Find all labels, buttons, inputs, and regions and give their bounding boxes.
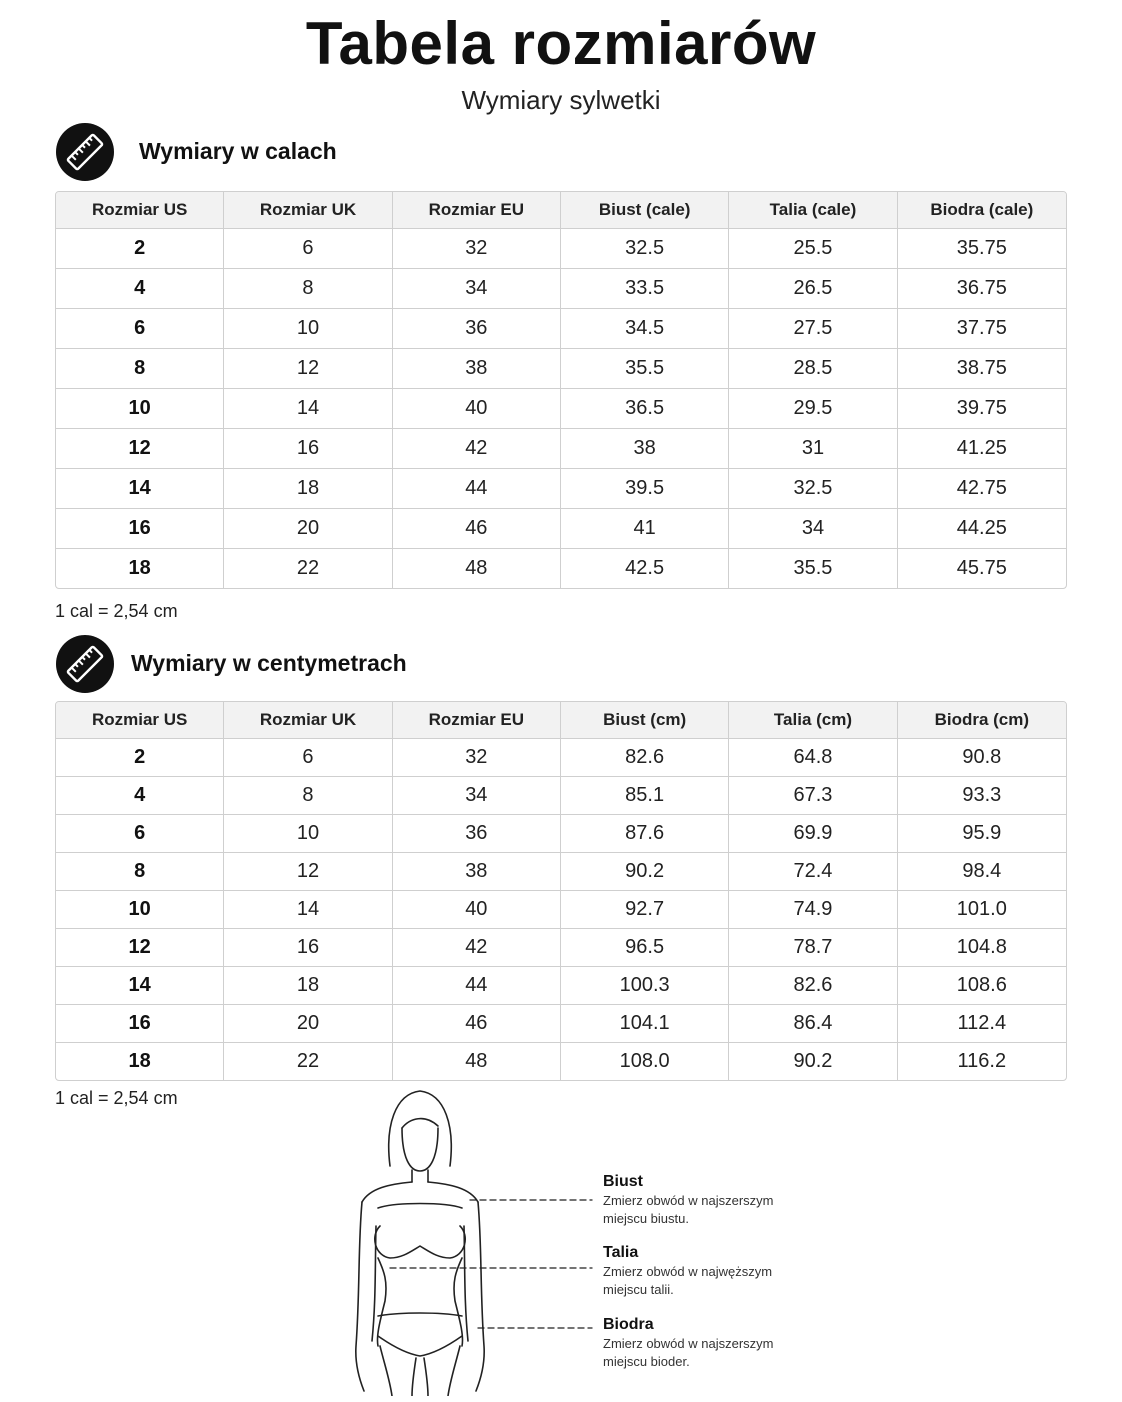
table-cell: 29.5 [729, 389, 897, 429]
table-row [56, 549, 1066, 588]
column-header: Talia (cale) [729, 192, 897, 229]
table-cell: 95.9 [898, 815, 1066, 853]
measurement-title: Biodra [603, 1316, 654, 1333]
table-cell: 22 [224, 1043, 392, 1080]
ruler-icon [56, 123, 114, 181]
conversion-note: 1 cal = 2,54 cm [55, 601, 178, 621]
table-cell: 108.0 [561, 1043, 729, 1080]
size-us-cell: 18 [56, 549, 224, 588]
table-row [56, 469, 1066, 509]
table-cell: 108.6 [898, 967, 1066, 1005]
measurement-description: miejscu bioder. [603, 1354, 690, 1369]
table-cell: 82.6 [729, 967, 897, 1005]
table-cell: 93.3 [898, 777, 1066, 815]
section-header-inches [56, 123, 456, 183]
table-cell: 32 [393, 229, 561, 269]
table-cell: 37.75 [898, 309, 1066, 349]
table-row [56, 269, 1066, 309]
column-header: Rozmiar US [56, 702, 224, 739]
column-header: Biust (cale) [561, 192, 729, 229]
table-cell: 14 [224, 891, 392, 929]
table-row [56, 1043, 1066, 1080]
size-us-cell: 2 [56, 739, 224, 777]
table-row [56, 429, 1066, 469]
table-cell: 74.9 [729, 891, 897, 929]
table-cell: 14 [224, 389, 392, 429]
size-table-inches [55, 191, 1067, 589]
table-cell: 72.4 [729, 853, 897, 891]
column-header: Rozmiar US [56, 192, 224, 229]
table-cell: 101.0 [898, 891, 1066, 929]
table-cell: 36 [393, 815, 561, 853]
size-us-cell: 8 [56, 349, 224, 389]
table-cell: 104.1 [561, 1005, 729, 1043]
table-cell: 42 [393, 429, 561, 469]
table-cell: 90.8 [898, 739, 1066, 777]
table-cell: 69.9 [729, 815, 897, 853]
size-table-cm [55, 701, 1067, 1081]
size-us-cell: 14 [56, 469, 224, 509]
size-us-cell: 12 [56, 429, 224, 469]
measurement-description: miejscu talii. [603, 1282, 674, 1297]
column-header: Biodra (cm) [898, 702, 1066, 739]
measurement-hips [603, 1315, 863, 1371]
table-row [56, 891, 1066, 929]
table-cell: 104.8 [898, 929, 1066, 967]
column-header: Rozmiar UK [224, 702, 392, 739]
size-us-cell: 4 [56, 269, 224, 309]
table-cell: 12 [224, 349, 392, 389]
table-cell: 42 [393, 929, 561, 967]
table-cell: 8 [224, 777, 392, 815]
table-cell: 20 [224, 509, 392, 549]
table-cell: 34.5 [561, 309, 729, 349]
table-cell: 22 [224, 549, 392, 588]
size-us-cell: 10 [56, 891, 224, 929]
page-subtitle: Wymiary sylwetki [461, 85, 661, 115]
measurement-description: miejscu biustu. [603, 1211, 689, 1226]
measurement-description: Zmierz obwód w najszerszym [603, 1193, 774, 1208]
section-title-inches: Wymiary w calach [139, 138, 337, 164]
measurement-title: Biust [603, 1173, 643, 1190]
table-cell: 20 [224, 1005, 392, 1043]
table-cell: 41.25 [898, 429, 1066, 469]
table-cell: 87.6 [561, 815, 729, 853]
table-cell: 6 [224, 229, 392, 269]
table-row [56, 309, 1066, 349]
table-cell: 35.5 [729, 549, 897, 588]
table-cell: 25.5 [729, 229, 897, 269]
table-row [56, 389, 1066, 429]
table-cell: 32.5 [729, 469, 897, 509]
table-cell: 39.5 [561, 469, 729, 509]
table-cell: 44 [393, 469, 561, 509]
table-row [56, 815, 1066, 853]
table-row [56, 739, 1066, 777]
column-header: Talia (cm) [729, 702, 897, 739]
table-cell: 28.5 [729, 349, 897, 389]
table-cell: 92.7 [561, 891, 729, 929]
page-title: Tabela rozmiarów [305, 10, 817, 77]
measurement-waist [603, 1243, 863, 1299]
table-cell: 34 [729, 509, 897, 549]
table-cell: 64.8 [729, 739, 897, 777]
table-cell: 36 [393, 309, 561, 349]
size-us-cell: 8 [56, 853, 224, 891]
table-row [56, 229, 1066, 269]
measurement-title: Talia [603, 1244, 639, 1261]
table-cell: 32 [393, 739, 561, 777]
table-cell: 85.1 [561, 777, 729, 815]
table-cell: 8 [224, 269, 392, 309]
column-header: Biodra (cale) [898, 192, 1066, 229]
table-cell: 67.3 [729, 777, 897, 815]
table-row [56, 929, 1066, 967]
table-cell: 36.75 [898, 269, 1066, 309]
table-row [56, 853, 1066, 891]
table-cell: 38.75 [898, 349, 1066, 389]
table-cell: 90.2 [729, 1043, 897, 1080]
table-cell: 26.5 [729, 269, 897, 309]
table-cell: 44 [393, 967, 561, 1005]
body-figure-illustration [340, 1086, 610, 1396]
size-us-cell: 6 [56, 309, 224, 349]
column-header: Rozmiar UK [224, 192, 392, 229]
table-cell: 48 [393, 1043, 561, 1080]
table-cell: 45.75 [956, 557, 1007, 579]
conversion-note: 1 cal = 2,54 cm [55, 1088, 178, 1108]
table-cell: 39.75 [898, 389, 1066, 429]
table-cell: 38 [393, 349, 561, 389]
table-cell: 27.5 [729, 309, 897, 349]
table-cell: 78.7 [729, 929, 897, 967]
table-cell: 42.75 [898, 469, 1066, 509]
measurement-description: Zmierz obwód w najszerszym [603, 1336, 774, 1351]
table-cell: 82.6 [561, 739, 729, 777]
table-cell: 36.5 [561, 389, 729, 429]
table-cell: 116.2 [957, 1050, 1007, 1072]
size-us-cell: 2 [56, 229, 224, 269]
table-cell: 90.2 [561, 853, 729, 891]
table-cell: 96.5 [561, 929, 729, 967]
size-us-cell: 16 [56, 509, 224, 549]
column-header: Rozmiar EU [393, 702, 561, 739]
table-row [56, 967, 1066, 1005]
table-cell: 6 [224, 739, 392, 777]
table-header-row [56, 702, 1066, 739]
table-cell: 12 [224, 853, 392, 891]
section-header-cm [56, 635, 476, 695]
size-us-cell: 12 [56, 929, 224, 967]
measurement-bust [603, 1172, 863, 1228]
table-cell: 18 [224, 967, 392, 1005]
table-cell: 48 [393, 549, 561, 588]
table-cell: 10 [224, 309, 392, 349]
measurement-description: Zmierz obwód w najwęższym [603, 1264, 773, 1279]
table-cell: 32.5 [561, 229, 729, 269]
table-cell: 40 [393, 891, 561, 929]
table-cell: 112.4 [898, 1005, 1066, 1043]
table-cell: 46 [393, 1005, 561, 1043]
table-row [56, 509, 1066, 549]
table-cell: 18 [224, 469, 392, 509]
table-cell: 35.75 [898, 229, 1066, 269]
ruler-icon [56, 635, 114, 693]
size-us-cell: 10 [56, 389, 224, 429]
table-cell: 41 [561, 509, 729, 549]
column-header: Rozmiar EU [393, 192, 561, 229]
column-header: Biust (cm) [561, 702, 729, 739]
table-cell: 38 [561, 429, 729, 469]
table-cell: 42.5 [561, 549, 729, 588]
table-cell: 16 [224, 429, 392, 469]
table-cell: 86.4 [729, 1005, 897, 1043]
table-cell: 40 [393, 389, 561, 429]
table-cell: 34 [393, 269, 561, 309]
table-row [56, 1005, 1066, 1043]
table-row [56, 777, 1066, 815]
table-row [56, 349, 1066, 389]
section-title-cm: Wymiary w centymetrach [131, 650, 407, 676]
table-cell: 44.25 [898, 509, 1066, 549]
table-cell: 35.5 [561, 349, 729, 389]
table-cell: 98.4 [898, 853, 1066, 891]
size-us-cell: 18 [56, 1043, 224, 1080]
table-cell: 100.3 [561, 967, 729, 1005]
table-cell: 38 [393, 853, 561, 891]
table-cell: 33.5 [561, 269, 729, 309]
table-cell: 10 [224, 815, 392, 853]
size-us-cell: 4 [56, 777, 224, 815]
table-cell: 46 [393, 509, 561, 549]
size-us-cell: 16 [56, 1005, 224, 1043]
table-header-row [56, 192, 1066, 229]
table-cell: 16 [224, 929, 392, 967]
table-cell: 34 [393, 777, 561, 815]
size-us-cell: 14 [56, 967, 224, 1005]
size-us-cell: 6 [56, 815, 224, 853]
table-cell: 31 [729, 429, 897, 469]
